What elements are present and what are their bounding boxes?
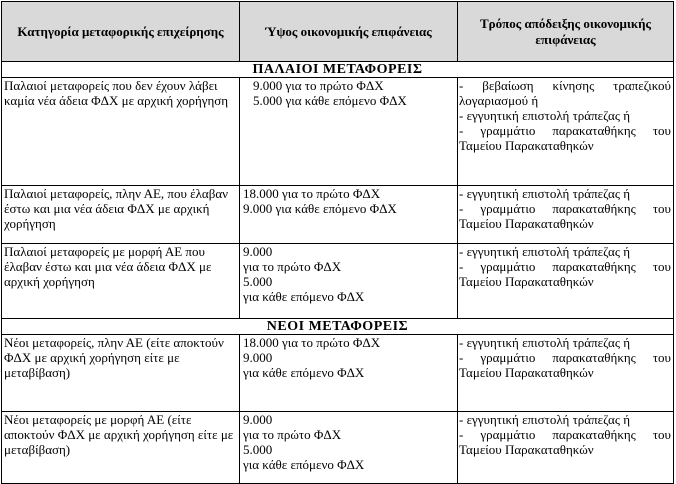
section-title-old: ΠΑΛΑΙΟΙ ΜΕΤΑΦΟΡΕΙΣ — [2, 62, 674, 78]
proof-cell — [458, 412, 674, 484]
proof-line: - γραμμάτιο παρακαταθήκης του Ταμείου Παρακαταθηκών — [459, 123, 671, 153]
amount-line: 5.000 για κάθε επόμενο ΦΔΧ — [253, 93, 407, 108]
amount-line: 18.000 για το πρώτο ΦΔΧ — [243, 335, 381, 350]
table-row — [2, 335, 674, 412]
proof-line: - εγγυητική επιστολή τράπεζας ή — [459, 108, 631, 123]
section-row-new — [2, 319, 674, 335]
amount-cell — [240, 335, 458, 412]
amount-cell — [240, 244, 458, 319]
proof-line: - γραμμάτιο παρακαταθήκης του Ταμείου Παρακαταθηκών — [459, 259, 671, 289]
category-cell: Νέοι μεταφορείς, πλην ΑΕ (είτε αποκτούν ΦΔΧ με αρχική χορήγηση είτε με μεταβίβαση) — [2, 335, 240, 412]
category-cell: Παλαιοί μεταφορείς που δεν έχουν λάβει καμία νέα άδεια ΦΔΧ με αρχική χορήγηση — [2, 78, 240, 186]
header-row — [2, 2, 674, 62]
table-row — [2, 412, 674, 484]
category-cell: Παλαιοί μεταφορείς με μορφή ΑΕ που έλαβαν έστω και μια νέα άδεια ΦΔΧ με αρχική χορήγηση — [2, 244, 240, 319]
amount-line: 9.000 — [243, 350, 273, 365]
category-cell: Νέοι μεταφορείς με μορφή ΑΕ (είτε αποκτούν ΦΔΧ με αρχική χορήγηση είτε με μεταβίβαση) — [2, 412, 240, 484]
table-row — [2, 186, 674, 244]
proof-line: - γραμμάτιο παρακαταθήκης του Ταμείου Παρακαταθηκών — [459, 350, 671, 380]
proof-line: - εγγυητική επιστολή τράπεζας ή — [459, 186, 631, 201]
amount-line: για το πρώτο ΦΔΧ — [243, 427, 342, 442]
header-category: Κατηγορία μεταφορικής επιχείρησης — [2, 2, 240, 62]
amount-line: 9.000 — [243, 412, 273, 427]
amount-line: 5.000 — [243, 442, 273, 457]
amount-line: 5.000 — [243, 274, 273, 289]
proof-line: - βεβαίωση κίνησης τραπεζικού λογαριασμού ή — [459, 78, 671, 108]
header-proof: Τρόπος απόδειξης οικονομικής επιφάνειας — [458, 2, 674, 62]
proof-line: - γραμμάτιο παρακαταθήκης του Ταμείου Παρακαταθηκών — [459, 201, 671, 231]
section-row-old — [2, 62, 674, 78]
amount-line: για κάθε επόμενο ΦΔΧ — [243, 289, 365, 304]
proof-cell — [458, 78, 674, 186]
amount-cell — [240, 412, 458, 484]
category-cell: Παλαιοί μεταφορείς, πλην ΑΕ, που έλαβαν έστω και μια νέα άδεια ΦΔΧ με αρχική χορήγηση — [2, 186, 240, 244]
proof-line: - εγγυητική επιστολή τράπεζας ή — [459, 244, 631, 259]
amount-line: για το πρώτο ΦΔΧ — [243, 259, 342, 274]
amount-line: 9.000 για το πρώτο ΦΔΧ — [253, 78, 384, 93]
proof-cell — [458, 244, 674, 319]
table-row — [2, 244, 674, 319]
amount-line: 18.000 για το πρώτο ΦΔΧ — [243, 186, 381, 201]
proof-line: - εγγυητική επιστολή τράπεζας ή — [459, 412, 631, 427]
amount-cell — [240, 186, 458, 244]
proof-line: - εγγυητική επιστολή τράπεζας ή — [459, 335, 631, 350]
proof-line: - γραμμάτιο παρακαταθήκης του Ταμείου Παρακαταθηκών — [459, 427, 671, 457]
amount-line: 9.000 — [243, 244, 273, 259]
amount-line: για κάθε επόμενο ΦΔΧ — [243, 365, 365, 380]
amount-cell — [240, 78, 458, 186]
proof-cell — [458, 186, 674, 244]
section-title-new: ΝΕΟΙ ΜΕΤΑΦΟΡΕΙΣ — [2, 319, 674, 335]
financial-capacity-table — [1, 1, 674, 484]
table-row — [2, 78, 674, 186]
amount-line: 9.000 για κάθε επόμενο ΦΔΧ — [243, 201, 397, 216]
proof-cell — [458, 335, 674, 412]
header-capital: Ύψος οικονομικής επιφάνειας — [240, 2, 458, 62]
amount-line: για κάθε επόμενο ΦΔΧ — [243, 457, 365, 472]
